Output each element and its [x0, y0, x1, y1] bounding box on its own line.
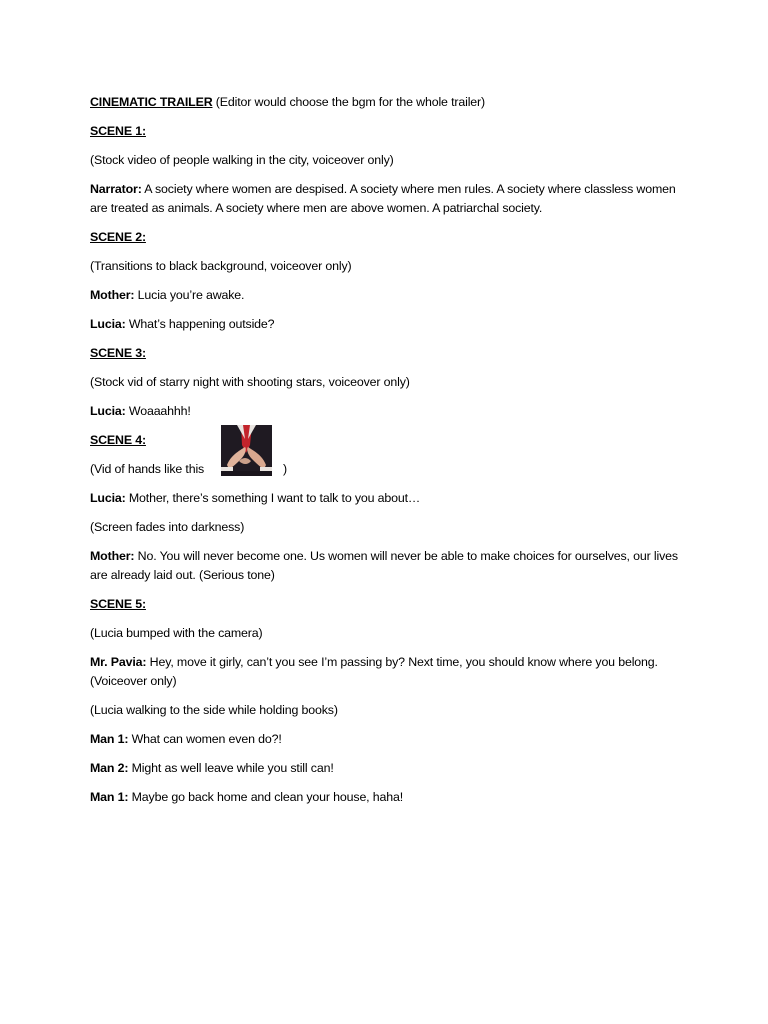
speaker-lucia: Lucia: — [90, 317, 126, 331]
scene3-heading: SCENE 3: — [90, 346, 146, 360]
mother-line: Lucia you’re awake. — [134, 288, 245, 302]
scene5-direction2: (Lucia walking to the side while holding books) — [90, 703, 338, 717]
speaker-mother: Mother: — [90, 288, 135, 302]
scene4-heading-line — [90, 431, 680, 450]
scene4-direction — [90, 460, 680, 479]
speaker-man-2: Man 2: — [90, 761, 129, 775]
scene4-fade-direction: (Screen fades into darkness) — [90, 520, 245, 534]
scene5-heading-line — [90, 595, 680, 614]
hands-photo — [221, 425, 272, 476]
scene2-heading: SCENE 2: — [90, 230, 146, 244]
speaker-lucia: Lucia: — [90, 404, 126, 418]
speaker-man-1: Man 1: — [90, 732, 129, 746]
hands-photo-graphic — [221, 425, 272, 476]
scene3-lucia-dialogue — [90, 402, 680, 421]
scene3-heading-line — [90, 344, 680, 363]
speaker-lucia: Lucia: — [90, 491, 126, 505]
document-title-note: (Editor would choose the bgm for the whole trailer) — [212, 95, 486, 109]
man1-line: What can women even do?! — [128, 732, 282, 746]
lucia-line: Woaaahhh! — [125, 404, 191, 418]
script-document — [90, 93, 680, 817]
lucia-line: What’s happening outside? — [125, 317, 275, 331]
mother-line: No. You will never become one. Us women will never be able to make choices for ourselves, our lives are already laid out. (Serious tone) — [90, 549, 678, 582]
scene2-mother-dialogue — [90, 286, 680, 305]
scene1-narrator-dialogue — [90, 180, 680, 218]
man2-line: Might as well leave while you still can! — [128, 761, 334, 775]
scene3-direction: (Stock vid of starry night with shooting stars, voiceover only) — [90, 375, 410, 389]
scene1-heading: SCENE 1: — [90, 124, 146, 138]
scene2-direction: (Transitions to black background, voiceover only) — [90, 259, 352, 273]
narrator-line: A society where women are despised. A society where men rules. A society where classless women are treated as animals. A society where men are above women. A patriarchal society. — [90, 182, 676, 215]
man1b-line: Maybe go back home and clean your house, haha! — [128, 790, 404, 804]
scene2-heading-line — [90, 228, 680, 247]
speaker-mr-pavia: Mr. Pavia: — [90, 655, 147, 669]
scene4-lucia-dialogue — [90, 489, 680, 508]
scene2-lucia-dialogue — [90, 315, 680, 334]
scene4-mother-dialogue — [90, 547, 680, 585]
scene5-heading: SCENE 5: — [90, 597, 146, 611]
scene5-direction1: (Lucia bumped with the camera) — [90, 626, 263, 640]
speaker-narrator: Narrator: — [90, 182, 142, 196]
scene5-man2-dialogue — [90, 759, 680, 778]
scene5-man1-dialogue — [90, 730, 680, 749]
pavia-line: Hey, move it girly, can’t you see I’m passing by? Next time, you should know where you belong. (Voiceover only) — [90, 655, 658, 688]
document-title: CINEMATIC TRAILER — [90, 95, 213, 109]
scene4-direction-open: (Vid of hands like this — [90, 462, 205, 476]
scene1-direction: (Stock video of people walking in the city, voiceover only) — [90, 153, 394, 167]
scene4-heading: SCENE 4: — [90, 433, 146, 447]
speaker-man-1: Man 1: — [90, 790, 129, 804]
scene1-heading-line — [90, 122, 680, 141]
lucia-line: Mother, there’s something I want to talk to you about… — [125, 491, 421, 505]
scene5-pavia-dialogue — [90, 653, 680, 691]
scene5-man1b-dialogue — [90, 788, 680, 807]
document-title-line — [90, 93, 680, 112]
scene4-direction-close: ) — [283, 462, 287, 476]
speaker-mother: Mother: — [90, 549, 135, 563]
